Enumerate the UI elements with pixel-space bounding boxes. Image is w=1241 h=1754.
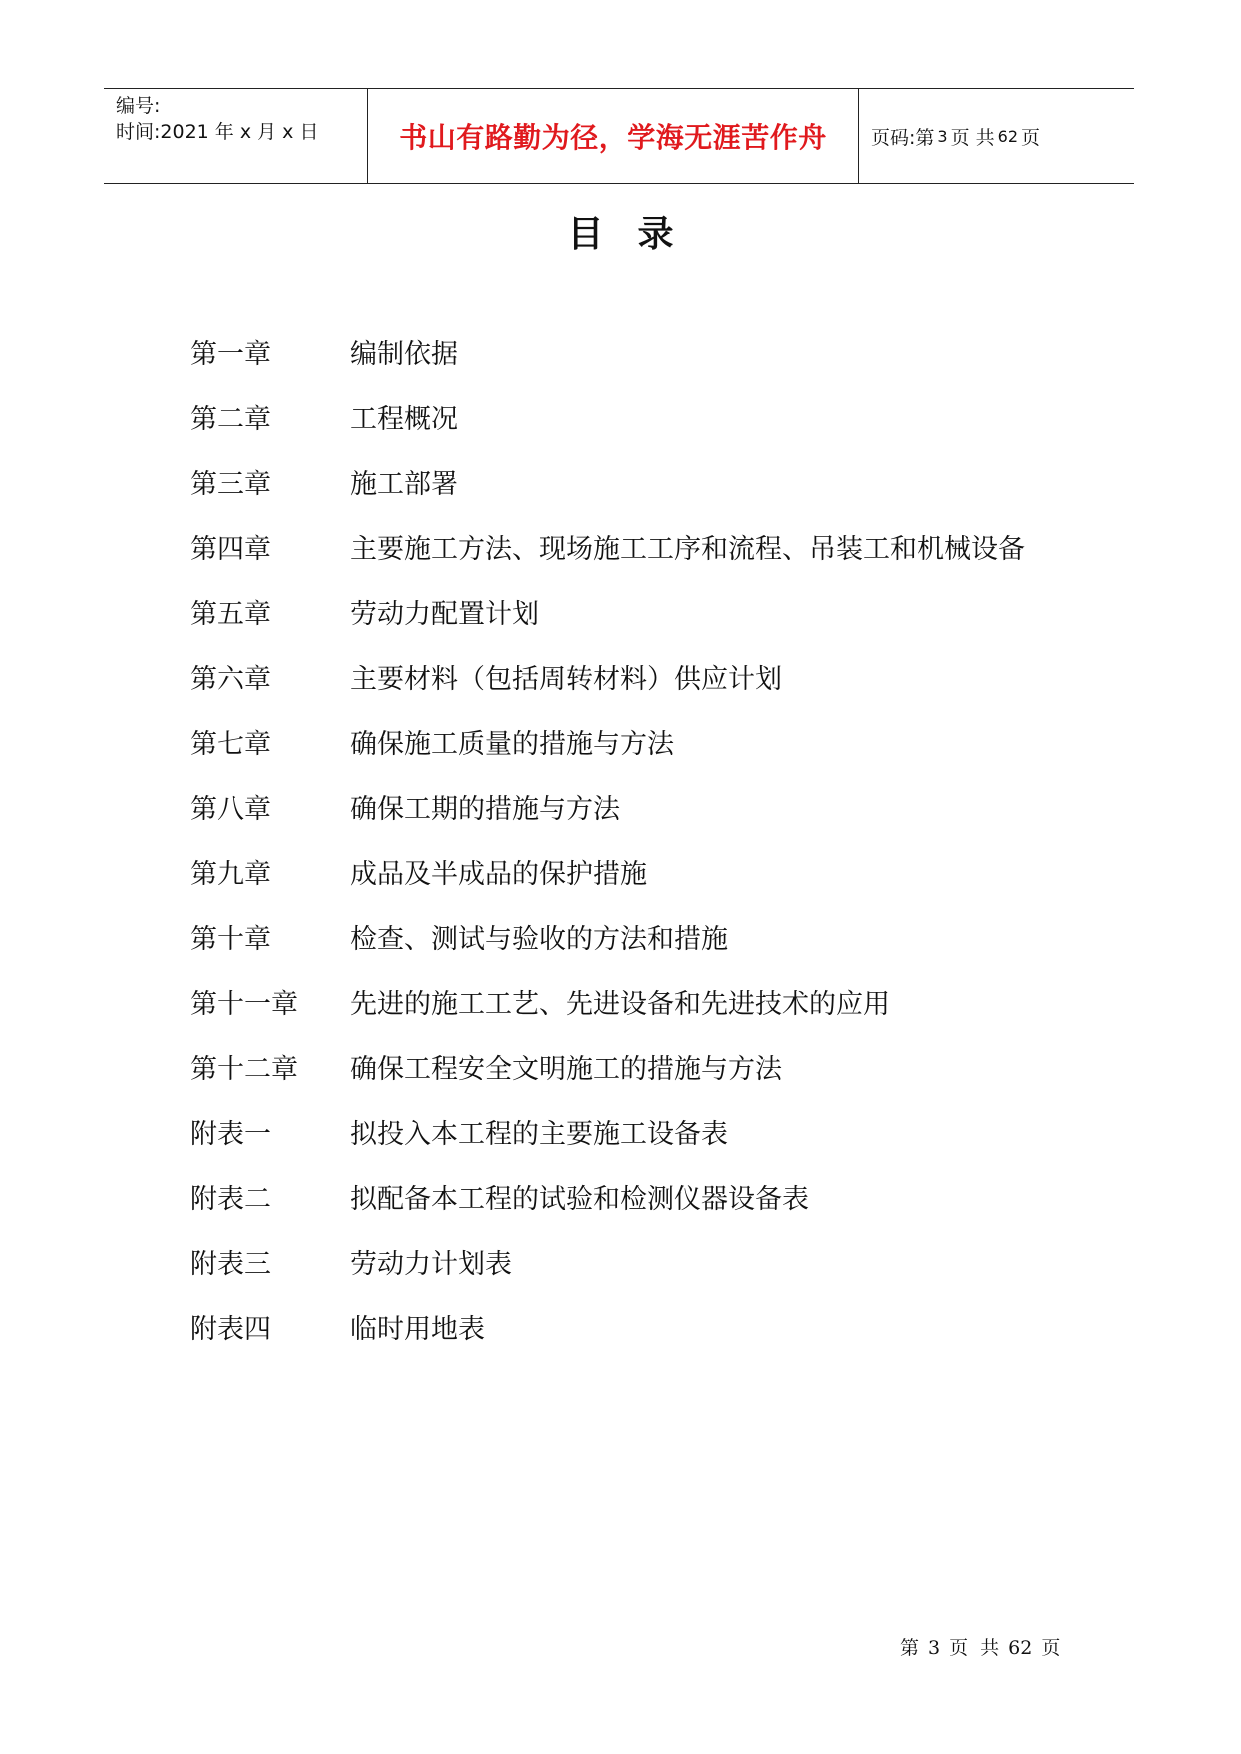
footer-suffix: 页 xyxy=(1041,1637,1061,1659)
toc-chapter-title: 先进的施工工艺、先进设备和先进技术的应用 xyxy=(350,989,890,1020)
toc-chapter-number: 第一章 xyxy=(190,339,271,370)
toc-appendix-number: 附表三 xyxy=(190,1249,271,1280)
toc-item[interactable] xyxy=(190,777,1070,842)
header-page-current: 3 xyxy=(937,126,948,146)
toc-chapter-number: 第七章 xyxy=(190,729,271,760)
toc-chapter-title: 工程概况 xyxy=(350,404,458,435)
toc-item[interactable] xyxy=(190,1297,1070,1362)
page-footer xyxy=(900,1633,1069,1660)
toc-item[interactable] xyxy=(190,907,1070,972)
header-motto-cell xyxy=(368,89,859,183)
toc-chapter-title: 确保工期的措施与方法 xyxy=(350,794,620,825)
toc-item[interactable] xyxy=(190,647,1070,712)
toc-chapter-number: 第十一章 xyxy=(190,989,298,1020)
toc-chapter-number: 第八章 xyxy=(190,794,271,825)
toc-item[interactable] xyxy=(190,582,1070,647)
toc-appendix-title: 劳动力计划表 xyxy=(350,1249,512,1280)
toc-chapter-title: 确保工程安全文明施工的措施与方法 xyxy=(350,1054,782,1085)
page-title: 目录 xyxy=(567,214,708,255)
toc-item[interactable] xyxy=(190,517,1070,582)
toc-item[interactable] xyxy=(190,842,1070,907)
toc-item[interactable] xyxy=(190,322,1070,387)
header-info-cell xyxy=(104,89,368,183)
toc-chapter-title: 施工部署 xyxy=(350,469,458,500)
toc-chapter-title: 确保施工质量的措施与方法 xyxy=(350,729,674,760)
footer-page-total: 62 xyxy=(1008,1637,1033,1659)
toc-item[interactable] xyxy=(190,712,1070,777)
toc-chapter-title: 检查、测试与验收的方法和措施 xyxy=(350,924,728,955)
header-page-total: 62 xyxy=(997,126,1018,146)
toc-appendix-number: 附表一 xyxy=(190,1119,271,1150)
motto: 书山有路勤为径，学海无涯苦作舟 xyxy=(399,121,827,154)
toc-appendix-title: 拟投入本工程的主要施工设备表 xyxy=(350,1119,728,1150)
toc-chapter-number: 第二章 xyxy=(190,404,271,435)
toc-chapter-number: 第五章 xyxy=(190,599,271,630)
toc-chapter-title: 成品及半成品的保护措施 xyxy=(350,859,647,890)
footer-page-current: 3 xyxy=(928,1637,941,1659)
header-page-cell xyxy=(859,89,1134,183)
footer-mid: 页 共 xyxy=(949,1637,1000,1659)
page-header xyxy=(104,88,1134,184)
header-page-mid: 页 共 xyxy=(950,126,995,149)
toc-appendix-number: 附表二 xyxy=(190,1184,271,1215)
toc-item[interactable] xyxy=(190,387,1070,452)
toc-appendix-number: 附表四 xyxy=(190,1314,271,1345)
header-page-suffix: 页 xyxy=(1021,126,1041,149)
table-of-contents xyxy=(190,322,1070,1362)
toc-chapter-number: 第十章 xyxy=(190,924,271,955)
toc-chapter-title: 编制依据 xyxy=(350,339,458,370)
toc-chapter-title: 劳动力配置计划 xyxy=(350,599,539,630)
time-label: 时间:2021 年 x 月 x 日 xyxy=(116,121,319,143)
toc-chapter-title: 主要材料（包括周转材料）供应计划 xyxy=(350,664,782,695)
footer-prefix: 第 xyxy=(900,1637,920,1659)
toc-item[interactable] xyxy=(190,1232,1070,1297)
toc-chapter-number: 第十二章 xyxy=(190,1054,298,1085)
toc-item[interactable] xyxy=(190,1102,1070,1167)
toc-chapter-title: 主要施工方法、现场施工工序和流程、吊装工和机械设备 xyxy=(350,534,1025,565)
toc-chapter-number: 第四章 xyxy=(190,534,271,565)
toc-chapter-number: 第六章 xyxy=(190,664,271,695)
toc-item[interactable] xyxy=(190,452,1070,517)
toc-item[interactable] xyxy=(190,1167,1070,1232)
header-page-prefix: 页码:第 xyxy=(871,126,935,149)
toc-item[interactable] xyxy=(190,1037,1070,1102)
toc-chapter-number: 第九章 xyxy=(190,859,271,890)
serial-label: 编号: xyxy=(116,95,161,117)
toc-appendix-title: 临时用地表 xyxy=(350,1314,485,1345)
toc-chapter-number: 第三章 xyxy=(190,469,271,500)
toc-appendix-title: 拟配备本工程的试验和检测仪器设备表 xyxy=(350,1184,809,1215)
toc-item[interactable] xyxy=(190,972,1070,1037)
